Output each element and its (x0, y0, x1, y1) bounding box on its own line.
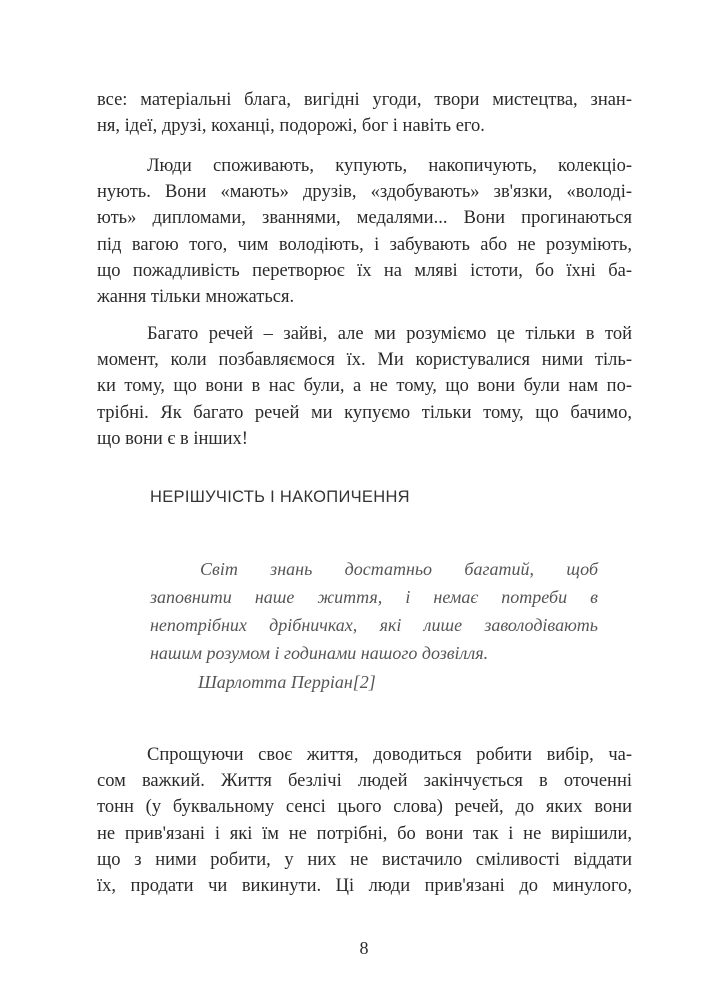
paragraph-4 (97, 742, 632, 899)
text-line: ють» дипломами, званнями, медалями... Вони прогинаються (97, 208, 632, 229)
epigraph-attribution: Шарлотта Перріан[2] (198, 672, 376, 692)
epigraph-line: Світ знань достатньо багатий, щоб (200, 559, 598, 579)
section-heading: НЕРІШУЧІСТЬ І НАКОПИЧЕННЯ (150, 488, 410, 506)
text-line: момент, коли позбавляємося їх. Ми користувалися ними тіль- (97, 350, 632, 371)
paragraph-2 (97, 153, 632, 310)
text-line: трібні. Як багато речей ми купуємо тільки тому, що бачимо, (97, 402, 632, 423)
text-line: Люди споживають, купують, накопичують, колекціо- (147, 156, 632, 176)
text-line: ки тому, що вони в нас були, а не тому, що вони були нам по- (97, 376, 632, 397)
text-line: все: матеріальні блага, вигідні угоди, твори мистецтва, знан- (97, 90, 632, 110)
epigraph-line: нашим розумом і годинами нашого дозвілля. (150, 643, 489, 663)
text-line: Багато речей – зайві, але ми розуміємо це тільки в той (147, 324, 632, 344)
epigraph (150, 555, 598, 667)
epigraph-line: заповнити наше життя, і немає потреби в (150, 587, 598, 607)
page-number: 8 (359, 938, 369, 958)
text-line: що вони є в інших! (97, 428, 248, 449)
text-line: що пожадливість перетворює їх на мляві істоти, бо їхні ба- (97, 260, 632, 281)
text-line: їх, продати чи викинути. Ці люди прив'язані до минулого, (97, 875, 632, 896)
text-line: сом важкий. Життя безлічі людей закінчується в оточенні (97, 771, 632, 792)
paragraph-3 (97, 321, 632, 452)
text-line: жання тільки множаться. (97, 286, 295, 307)
text-line: тонн (у буквальному сенсі цього слова) речей, до яких вони (97, 797, 632, 818)
text-line: під вагою того, чим володіють, і забувають або не розуміють, (97, 234, 632, 255)
text-line: ня, ідеї, друзі, коханці, подорожі, бог і навіть его. (97, 116, 485, 137)
text-line: не прив'язані і які їм не потрібні, бо вони так і не вирішили, (97, 823, 632, 844)
text-line: що з ними робити, у них не вистачило сміливості віддати (97, 849, 632, 870)
text-line: нують. Вони «мають» друзів, «здобувають» зв'язки, «володі- (97, 182, 632, 203)
text-line: Спрощуючи своє життя, доводиться робити вибір, ча- (147, 745, 632, 765)
paragraph-1 (97, 87, 632, 139)
epigraph-line: непотрібних дрібничках, які лише заволодівають (150, 615, 598, 635)
